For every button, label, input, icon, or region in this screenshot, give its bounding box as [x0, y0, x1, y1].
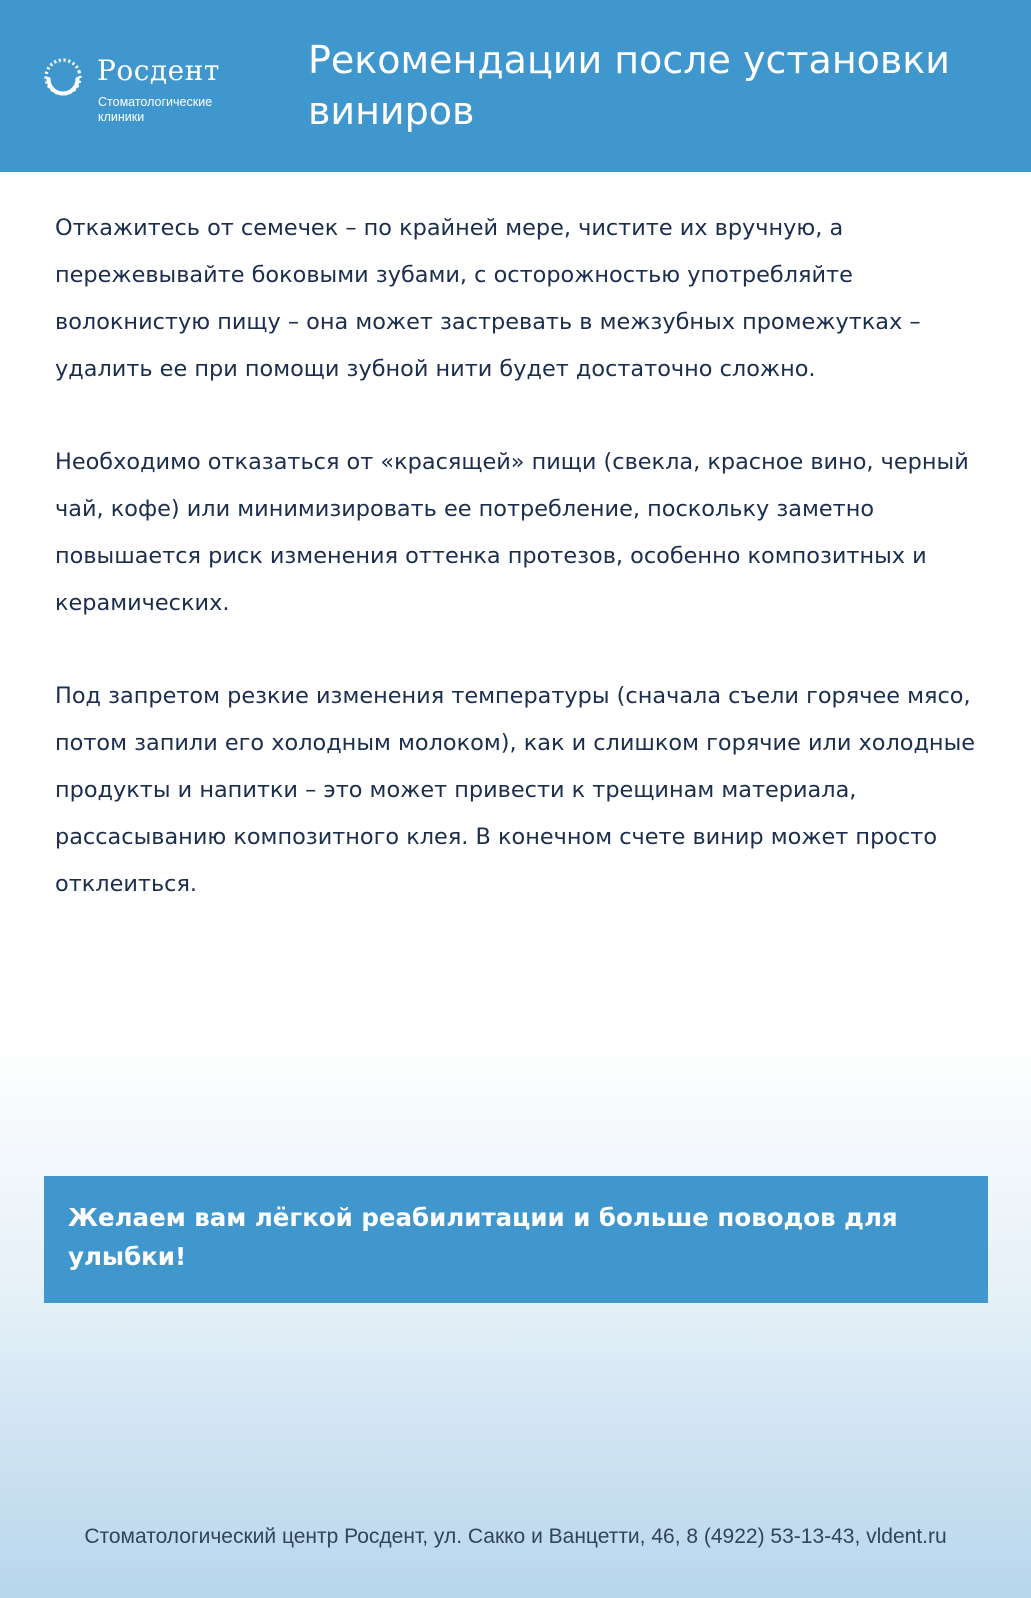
recommendation-paragraph-seeds: Откажитесь от семечек – по крайней мере, чистите их вручную, а пережевывайте боковыми зубами, с осторожностью употребляйте волокнистую пищу – она может застревать в межзубных промежутках – удалить ее при помощи зубной нити будет достаточно сложно. [55, 215, 921, 382]
page-title: Рекомендации после установки виниров [308, 38, 950, 133]
footer-contacts: Стоматологический центр Росдент, ул. Сакко и Ванцетти, 46, 8 (4922) 53-13-43, vldent.ru [84, 1525, 947, 1548]
wish-banner-text: Желаем вам лёгкой реабилитации и больше поводов для улыбки! [68, 1203, 898, 1271]
wish-banner [44, 1176, 988, 1303]
logo-subtitle-line1: Стоматологические [98, 95, 213, 109]
logo-subtitle [98, 95, 258, 125]
logo-subtitle-line2: клиники [98, 110, 145, 124]
logo [42, 52, 252, 132]
logo-name: Росдент [97, 54, 220, 87]
recommendation-paragraph-staining-food: Необходимо отказаться от «красящей» пищи (свекла, красное вино, черный чай, кофе) или минимизировать ее потребление, поскольку заметно повышается риск изменения оттенка протезов, особенно композитных и керамических. [55, 449, 969, 616]
recommendations-content [55, 205, 1005, 954]
smile-ring-icon [42, 56, 84, 98]
page-header [0, 0, 1031, 172]
recommendation-paragraph-temperature: Под запретом резкие изменения температуры (сначала съели горячее мясо, потом запили его холодным молоком), как и слишком горячие или холодные продукты и напитки – это может привести к трещинам материала, рассасыванию композитного клея. В конечном счете винир может просто отклеиться. [55, 683, 976, 897]
